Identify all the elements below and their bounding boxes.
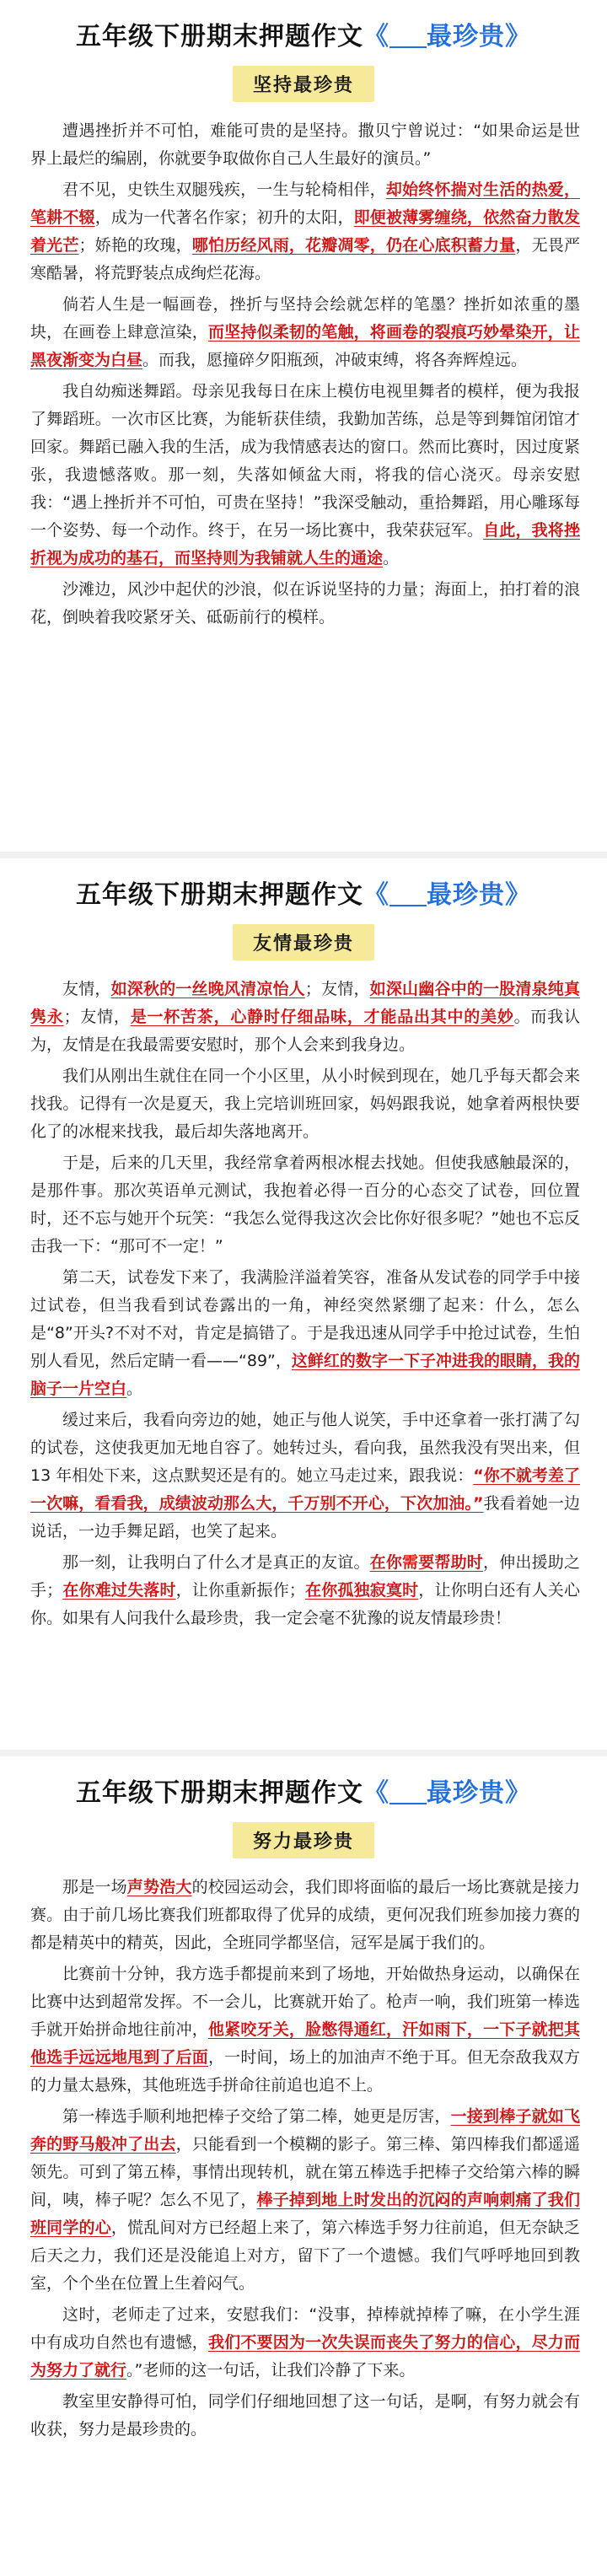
essay-subtitle: 友情最珍贵 xyxy=(233,924,374,960)
highlighted-phrase: 这鲜红的数字一下子冲进我的眼睛，我的脑子一片空白 xyxy=(30,1352,580,1398)
highlighted-phrase: 如深秋的一丝晚风清凉怡人 xyxy=(110,980,305,998)
text-run: 。”老师的这一句话，让我们冷静了下来。 xyxy=(126,2361,416,2380)
title-open-quote: 《 xyxy=(363,22,389,51)
text-run: 缓过来后，我看向旁边的她，她正与他人说笑，手中还拿着一张打满了勾的试卷，这使我更加无地自容了。她转过头，看向我，虽然我没有哭出来，但 13 年相处下来，这点默契还是有的。她立马走过来，跟我说： xyxy=(30,1411,580,1485)
title-close-quote: 》 xyxy=(505,22,531,51)
text-run: ，伸出援助之手； xyxy=(30,1553,580,1600)
paragraph xyxy=(30,2103,580,2298)
subtitle-wrap xyxy=(0,1822,607,1858)
paragraph xyxy=(30,1062,580,1146)
text-run: ，一时间，场上的加油声不绝于耳。但无奈敌我双方的力量太悬殊，其他班选手拼命往前追也追不上。 xyxy=(30,2048,580,2095)
highlighted-phrase: 声势浩大 xyxy=(126,1878,192,1896)
essay-section-2 xyxy=(0,858,607,1750)
title-open-quote: 《 xyxy=(363,1778,389,1808)
subtitle-wrap xyxy=(0,66,607,102)
text-run: 教室里安静得可怕，同学们仔细地回想了这一句话，是啊，有努力就会有收获，努力是最珍贵的。 xyxy=(30,2392,580,2439)
highlighted-phrase: 棒子掉到地上时发出的沉闷的声响刺痛了我们班同学的心 xyxy=(30,2191,580,2237)
text-run: 第二天，试卷发下来了，我满脸洋溢着笑容，准备从发试卷的同学手中接过试卷，但当我看到试卷露出的一角，神经突然紧绷了起来：什么，怎么是“8”开头?不对不对，肯定是搞错了。于是我迅速从同学手中抢过试卷，生怕别人看见，然后定睛一看——“89”， xyxy=(30,1268,580,1370)
highlighted-phrase: 在你难过失落时 xyxy=(62,1581,176,1600)
text-run: 。 xyxy=(383,549,400,567)
highlighted-phrase: 在你孤独寂寞时 xyxy=(304,1581,419,1600)
text-run: 倘若人生是一幅画卷，挫折与坚持会绘就怎样的笔墨？挫折如浓重的墨块，在画卷上肆意渲染， xyxy=(30,295,580,341)
text-run: ，成为一代著名作家；初升的太阳， xyxy=(94,208,354,227)
highlighted-phrase: 一接到棒子就如飞奔的野马般冲了出去 xyxy=(30,2107,580,2154)
title-open-quote: 《 xyxy=(363,880,389,910)
title-prefix: 五年级下册期末押题作文 xyxy=(76,22,363,51)
text-run: ，让你明白还有人关心你。如果有人问我什么最珍贵，我一定会毫不犹豫的说友情最珍贵！ xyxy=(30,1581,580,1627)
text-run: 第一棒选手顺利地把棒子交给了第二棒，她更是厉害， xyxy=(62,2107,451,2126)
text-run: 君不见，史铁生双腿残疾，一生与轮椅相伴， xyxy=(62,180,386,199)
highlighted-phrase: 是一杯苦茶，心静时仔细品味，才能品出其中的美妙 xyxy=(130,1008,514,1026)
text-run: 。而我，愿撞碎夕阳瓶颈，冲破束缚，将各奔辉煌远。 xyxy=(142,351,528,369)
essay-subtitle: 努力最珍贵 xyxy=(233,1822,374,1858)
highlighted-phrase: “你不就考差了一次嘛，看看我，成绩波动那么大，千万别不开心，下次加油。” xyxy=(30,1466,581,1513)
title-word: 最珍贵 xyxy=(427,880,505,910)
highlighted-phrase: 如深山幽谷中的一股清泉纯真隽永 xyxy=(30,980,580,1026)
text-run: 于是，后来的几天里，我经常拿着两根冰棍去找她。但使我感触最深的，是那件事。那次英语单元测试，我抱着必得一百分的心态交了试卷，回位置时，还不忘与她开个玩笑：“我怎么觉得我这次会比你好很多呢？”她也不忘反击我一下：“那可不一定！” xyxy=(30,1154,580,1256)
subtitle-wrap xyxy=(0,924,607,960)
paragraph xyxy=(30,2301,580,2385)
paragraph xyxy=(30,1960,580,2100)
paragraph xyxy=(30,378,580,573)
paragraph xyxy=(30,117,580,173)
text-run: ；娇艳的玫瑰， xyxy=(78,236,192,255)
text-run: 我看着她一边说话，一边手舞足蹈，也笑了起来。 xyxy=(30,1494,580,1541)
section-title xyxy=(0,0,607,54)
highlighted-phrase: 而坚持似柔韧的笔触，将画卷的裂痕巧妙晕染开，让黑夜渐变为白昼 xyxy=(30,323,580,369)
title-prefix: 五年级下册期末押题作文 xyxy=(76,880,363,910)
title-close-quote: 》 xyxy=(505,880,531,910)
text-run: 那是一场 xyxy=(62,1878,127,1896)
text-run: ；友情， xyxy=(304,980,370,998)
text-run: ；友情， xyxy=(63,1008,131,1026)
highlighted-phrase: 他紧咬牙关，脸憋得通红，汗如雨下，一下子就把其他选手远远地甩到了后面 xyxy=(30,2020,580,2067)
section-title xyxy=(0,1756,607,1810)
text-run: ，无畏严寒酷暑，将荒野装点成绚烂花海。 xyxy=(30,236,580,282)
text-run: ，只能看到一个模糊的影子。第三棒、第四棒我们都遥遥领先。可到了第五棒，事情出现转机，就在第五棒选手把棒子交给第六棒的瞬间，咦，棒子呢？怎么不见了， xyxy=(30,2135,580,2209)
paragraph xyxy=(30,2388,580,2444)
text-run: 那一刻，让我明白了什么才是真正的友谊。 xyxy=(62,1553,370,1572)
highlighted-phrase: 即便被薄雾缠绕，依然奋力散发着光芒 xyxy=(30,208,580,255)
text-run: 比赛前十分钟，我方选手都提前来到了场地，开始做热身运动，以确保在比赛中达到超常发挥。不一会儿，比赛就开始了。枪声一响，我们班第一棒选手就开始拼命地往前冲， xyxy=(30,1965,580,2039)
title-word: 最珍贵 xyxy=(427,22,505,51)
title-blank xyxy=(389,1781,427,1804)
title-word: 最珍贵 xyxy=(427,1778,505,1808)
essay-section-1 xyxy=(0,0,607,852)
paragraph xyxy=(30,1549,580,1632)
highlighted-phrase: 哪怕历经风雨，花瓣凋零，仍在心底积蓄力量 xyxy=(191,236,516,255)
text-run: 的校园运动会，我们即将面临的最后一场比赛就是接力赛。由于前几场比赛我们班都取得了优异的成绩，更何况我们班参加接力赛的都是精英中的精英，因此，全班同学都坚信，冠军是属于我们的。 xyxy=(30,1878,580,1952)
paragraph xyxy=(30,1264,580,1403)
text-run: ，让你重新振作； xyxy=(175,1581,305,1600)
highlighted-phrase: 在你需要帮助时 xyxy=(369,1553,484,1572)
text-run: ，慌乱间对方已经超上来了，第六棒选手努力往前追，但无奈缺乏后天之力，我们还是没能追上对方，留下了一个遗憾。我们气呼呼地回到教室，个个坐在位置上生着闷气。 xyxy=(30,2218,580,2293)
paragraph xyxy=(30,291,580,374)
essay-subtitle: 坚持最珍贵 xyxy=(233,66,374,102)
text-run: 友情， xyxy=(62,980,111,998)
highlighted-phrase: 却始终怀揣对生活的热爱，笔耕不辍 xyxy=(30,180,580,227)
title-blank xyxy=(389,24,427,48)
text-run: 沙滩边，风沙中起伏的沙浪，似在诉说坚持的力量；海面上，拍打着的浪花，倒映着我咬紧牙关、砥砺前行的模样。 xyxy=(30,580,580,627)
text-run: 我自幼痴迷舞蹈。母亲见我每日在床上模仿电视里舞者的模样，便为我报了舞蹈班。一次市区比赛，为能斩获佳绩，我勤加苦练，总是等到舞馆闭馆才回家。舞蹈已融入我的生活，成为我情感表达的窗口。然而比赛时，因过度紧张，我遗憾落败。那一刻，失落如倾盆大雨，将我的信心浇灭。母亲安慰我：“遇上挫折并不可怕，可贵在坚持！”我深受触动，重拾舞蹈，用心雕琢每一个姿势、每一个动作。终于，在另一场比赛中，我荣获冠军。 xyxy=(30,382,580,540)
title-prefix: 五年级下册期末押题作文 xyxy=(76,1778,363,1808)
paragraph xyxy=(30,1149,580,1261)
title-blank xyxy=(389,883,427,906)
text-run: 遭遇挫折并不可怕，难能可贵的是坚持。撒贝宁曾说过：“如果命运是世界上最烂的编剧，你就要争取做你自己人生最好的演员。” xyxy=(30,121,580,168)
text-run: 。 xyxy=(126,1379,143,1398)
text-run: 我们从刚出生就住在同一个小区里，从小时候到现在，她几乎每天都会来找我。记得有一次是夏天，我上完培训班回家，妈妈跟我说，她拿着两根快要化了的冰棍来找我，最后却失落地离开。 xyxy=(30,1067,580,1141)
section-divider xyxy=(0,1750,607,1756)
highlighted-phrase: 自此，我将挫折视为成功的基石，而坚持则为我铺就人生的通途 xyxy=(30,521,580,567)
section-divider xyxy=(0,852,607,858)
essay-body xyxy=(30,976,580,1632)
highlighted-phrase: 我们不要因为一次失误而丧失了努力的信心，尽力而为努力了就行 xyxy=(30,2333,580,2380)
title-close-quote: 》 xyxy=(505,1778,531,1808)
essay-section-3 xyxy=(0,1756,607,2576)
text-run: 。而我认为，友情是在我最需要安慰时，那个人会来到我身边。 xyxy=(30,1008,580,1054)
essay-body xyxy=(30,117,580,632)
essay-body xyxy=(30,1874,580,2444)
paragraph xyxy=(30,976,580,1059)
text-run: 这时，老师走了过来，安慰我们：“没事，掉棒就掉棒了嘛，在小学生涯中有成功自然也有遗憾， xyxy=(30,2305,580,2352)
paragraph xyxy=(30,176,580,288)
paragraph xyxy=(30,1406,580,1546)
paragraph xyxy=(30,576,580,632)
paragraph xyxy=(30,1874,580,1957)
section-title xyxy=(0,858,607,912)
